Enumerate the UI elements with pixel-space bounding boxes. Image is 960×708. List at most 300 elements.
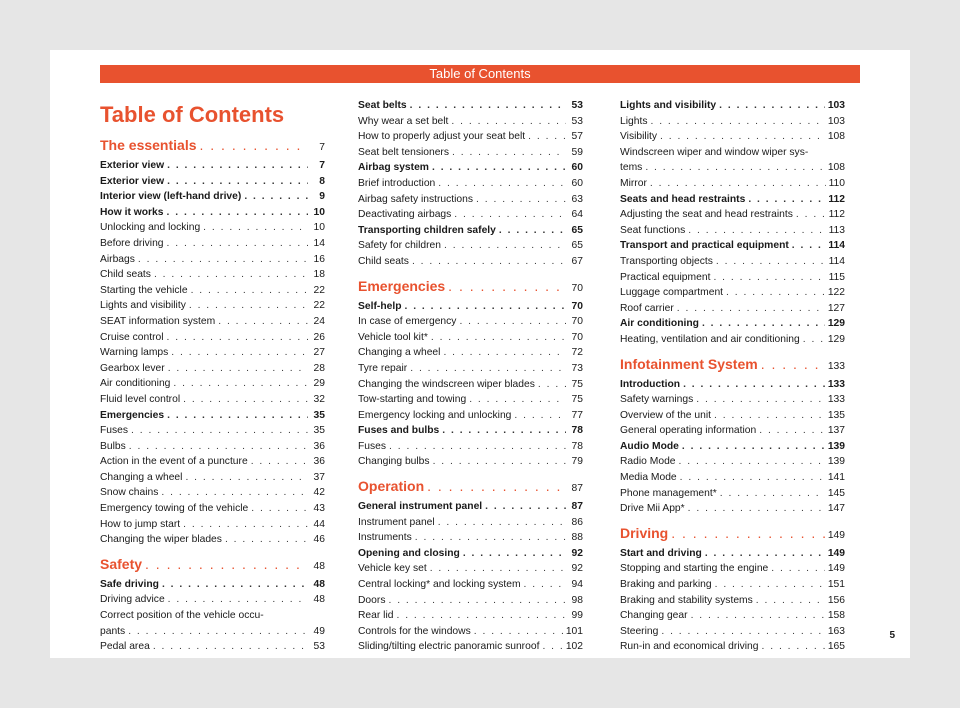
toc-page-number: 98 — [571, 594, 583, 606]
page-title: Table of Contents — [100, 102, 285, 127]
toc-section-heading[interactable] — [358, 277, 583, 298]
toc-entry[interactable] — [620, 639, 845, 655]
toc-entry[interactable] — [620, 546, 845, 562]
dot-leader — [671, 524, 825, 542]
toc-entry-label: Child seats — [100, 269, 151, 281]
dot-leader — [200, 136, 309, 154]
toc-entry-label: Driving advice — [100, 594, 165, 606]
toc-entry[interactable] — [620, 577, 845, 593]
toc-entry[interactable] — [620, 377, 845, 393]
dot-leader — [244, 189, 308, 205]
toc-entry-label: In case of emergency — [358, 316, 457, 328]
toc-page-number: 36 — [313, 440, 325, 452]
toc-entry-label: Transport and practical equipment — [620, 240, 789, 252]
toc-section-heading[interactable] — [100, 555, 325, 576]
dot-leader — [183, 517, 308, 533]
toc-entry-label: Mirror — [620, 177, 647, 189]
toc-entry-label: Instruments — [358, 532, 412, 544]
toc-entry-label: Tyre repair — [358, 362, 408, 374]
toc-section-heading[interactable] — [620, 524, 845, 545]
toc-entry[interactable] — [358, 408, 583, 424]
toc-entry-label: Transporting objects — [620, 255, 713, 267]
toc-entry-label: Airbags — [100, 253, 135, 265]
dot-leader — [454, 207, 566, 223]
toc-entry[interactable] — [358, 176, 583, 192]
dot-leader — [524, 577, 566, 593]
toc-page-number: 102 — [565, 641, 583, 653]
dot-leader — [705, 546, 825, 562]
toc-page-number: 73 — [571, 362, 583, 374]
toc-entry-label: Radio Mode — [620, 456, 676, 468]
dot-leader — [448, 277, 566, 295]
toc-page-number: 139 — [827, 440, 845, 452]
toc-entry[interactable] — [100, 283, 325, 299]
toc-entry[interactable] — [620, 160, 845, 176]
dot-leader — [792, 238, 826, 254]
dot-leader — [485, 499, 566, 515]
toc-entry[interactable] — [358, 145, 583, 161]
toc-page-number: 101 — [565, 625, 583, 637]
toc-page-number: 129 — [827, 318, 845, 330]
toc-page-number: 60 — [571, 177, 583, 189]
toc-entry[interactable] — [100, 189, 325, 205]
toc-entry-label: Seats and head restraints — [620, 193, 746, 205]
toc-entry[interactable] — [100, 501, 325, 517]
toc-page-number: 26 — [313, 331, 325, 343]
toc-entry-label: Operation — [358, 478, 425, 495]
toc-entry[interactable] — [620, 593, 845, 609]
toc-entry[interactable] — [620, 501, 845, 517]
toc-entry[interactable] — [620, 439, 845, 455]
dot-leader — [452, 145, 566, 161]
toc-page-number: 133 — [827, 360, 845, 372]
dot-leader — [650, 114, 824, 130]
toc-entry[interactable] — [620, 332, 845, 348]
toc-entry-label: Deactivating airbags — [358, 209, 452, 221]
dot-leader — [645, 160, 824, 176]
toc-entry[interactable] — [620, 192, 845, 208]
toc-entry[interactable] — [100, 423, 325, 439]
toc-entry-label: Airbag system — [358, 162, 429, 174]
toc-entry-label: Infotainment System — [620, 355, 758, 372]
toc-entry-label: Stopping and starting the engine — [620, 563, 769, 575]
toc-page-number: 18 — [313, 269, 325, 281]
toc-page-number: 44 — [313, 518, 325, 530]
dot-leader — [129, 439, 308, 455]
toc-entry[interactable] — [100, 236, 325, 252]
toc-entry[interactable] — [358, 192, 583, 208]
toc-entry-label: Fluid level control — [100, 393, 181, 405]
toc-entry[interactable] — [100, 408, 325, 424]
toc-entry[interactable] — [358, 439, 583, 455]
toc-entry-label: Roof carrier — [620, 302, 674, 314]
toc-entry-label: Vehicle tool kit* — [358, 331, 428, 343]
toc-entry[interactable] — [100, 174, 325, 190]
toc-entry-label: Safety warnings — [620, 394, 694, 406]
toc-column-1 — [100, 136, 325, 655]
toc-entry[interactable] — [358, 624, 583, 640]
toc-entry[interactable] — [100, 267, 325, 283]
toc-entry-label: Gearbox lever — [100, 362, 165, 374]
toc-entry[interactable] — [620, 408, 845, 424]
toc-entry-label: Pedal area — [100, 641, 150, 653]
dot-leader — [412, 254, 566, 270]
toc-entry[interactable] — [620, 238, 845, 254]
dot-leader — [168, 592, 308, 608]
toc-entry-label: Instrument panel — [358, 516, 435, 528]
toc-entry[interactable] — [358, 330, 583, 346]
toc-entry[interactable] — [100, 314, 325, 330]
toc-page-number: 122 — [827, 287, 845, 299]
toc-entry[interactable] — [358, 423, 583, 439]
toc-page-number: 53 — [571, 115, 583, 127]
toc-entry[interactable] — [358, 639, 583, 655]
toc-entry-label: Transporting children safely — [358, 224, 496, 236]
toc-entry-label: Why wear a set belt — [358, 115, 449, 127]
toc-entry[interactable] — [100, 517, 325, 533]
dot-leader — [677, 301, 825, 317]
toc-page-number: 92 — [571, 563, 583, 575]
dot-leader — [191, 283, 308, 299]
dot-leader — [538, 377, 566, 393]
toc-entry[interactable] — [620, 301, 845, 317]
toc-entry[interactable] — [100, 205, 325, 221]
toc-entry[interactable] — [358, 207, 583, 223]
toc-entry-label: pants — [100, 625, 126, 637]
dot-leader — [451, 114, 566, 130]
toc-page-number: 22 — [313, 300, 325, 312]
toc-page-number: 77 — [571, 409, 583, 421]
toc-entry-label: Lights — [620, 115, 648, 127]
dot-leader — [388, 593, 566, 609]
toc-page-number: 133 — [827, 378, 845, 390]
toc-entry-label: Emergencies — [358, 277, 446, 294]
toc-page-number: 9 — [319, 191, 325, 203]
toc-entry[interactable] — [358, 223, 583, 239]
toc-page-number: 147 — [827, 503, 845, 515]
toc-entry[interactable] — [620, 270, 845, 286]
dot-leader — [469, 392, 566, 408]
toc-entry-label: Heating, ventilation and air conditioning — [620, 333, 800, 345]
toc-entry-label: Braking and parking — [620, 579, 712, 591]
toc-entry[interactable] — [100, 298, 325, 314]
toc-entry-label: Emergencies — [100, 409, 165, 421]
toc-entry[interactable] — [358, 454, 583, 470]
dot-leader — [719, 98, 825, 114]
toc-entry-label: General operating information — [620, 425, 757, 437]
toc-page-number: 78 — [571, 440, 583, 452]
dot-leader — [145, 555, 308, 573]
toc-page-number: 94 — [571, 579, 583, 591]
toc-entry-label: Rear lid — [358, 610, 394, 622]
toc-entry[interactable] — [620, 486, 845, 502]
dot-leader — [748, 192, 825, 208]
toc-entry[interactable] — [620, 423, 845, 439]
toc-section-heading[interactable] — [358, 477, 583, 498]
toc-entry-label: Practical equipment — [620, 271, 711, 283]
dot-leader — [683, 377, 825, 393]
toc-page-number: 67 — [571, 255, 583, 267]
toc-entry[interactable] — [358, 546, 583, 562]
dot-leader — [161, 485, 308, 501]
toc-page-number: 59 — [571, 146, 583, 158]
dot-leader — [682, 439, 825, 455]
dot-leader — [716, 254, 826, 270]
toc-entry[interactable] — [100, 485, 325, 501]
toc-entry[interactable] — [620, 98, 845, 114]
toc-entry-label: Seat belts — [358, 100, 407, 111]
toc-entry[interactable] — [620, 470, 845, 486]
toc-entry[interactable] — [358, 377, 583, 393]
toc-entry[interactable] — [620, 176, 845, 192]
toc-page-number: 92 — [571, 547, 583, 559]
dot-leader — [514, 408, 566, 424]
toc-entry-label: Emergency towing of the vehicle — [100, 503, 249, 515]
toc-entry-label: Lights and visibility — [620, 100, 717, 111]
toc-entry[interactable] — [100, 624, 325, 640]
dot-leader — [691, 608, 825, 624]
toc-entry[interactable] — [620, 254, 845, 270]
toc-entry[interactable] — [358, 314, 583, 330]
toc-entry-label: Fuses and bulbs — [358, 425, 440, 437]
toc-entry[interactable] — [100, 454, 325, 470]
toc-page-number: 70 — [571, 316, 583, 328]
toc-entry[interactable] — [358, 392, 583, 408]
toc-entry[interactable] — [358, 515, 583, 531]
toc-entry[interactable] — [358, 577, 583, 593]
toc-page-number: 163 — [827, 625, 845, 637]
dot-leader — [463, 546, 566, 562]
toc-entry-label: Sliding/tilting electric panoramic sunroof — [358, 641, 540, 653]
toc-entry-label: Exterior view — [100, 175, 165, 187]
toc-entry-label: General instrument panel — [358, 501, 483, 513]
toc-page-number: 70 — [571, 331, 583, 343]
toc-entry[interactable] — [100, 470, 325, 486]
toc-entry[interactable] — [358, 561, 583, 577]
toc-entry[interactable] — [358, 608, 583, 624]
toc-entry-label: How it works — [100, 206, 164, 218]
toc-page-number: 14 — [313, 237, 325, 249]
dot-leader — [167, 236, 308, 252]
dot-leader — [171, 345, 308, 361]
dot-leader — [173, 376, 308, 392]
toc-entry-label: Changing a wheel — [358, 347, 441, 359]
toc-page-number: 46 — [313, 534, 325, 546]
dot-leader — [153, 639, 308, 655]
toc-entry-label: The essentials — [100, 137, 197, 153]
toc-entry-label: Start and driving — [620, 547, 702, 559]
toc-entry-label: Air conditioning — [100, 378, 171, 390]
toc-entry-label: Seat belt tensioners — [358, 146, 450, 158]
toc-page-number: 135 — [827, 409, 845, 421]
toc-page-number: 24 — [313, 315, 325, 327]
toc-entry[interactable] — [100, 376, 325, 392]
toc-entry-label: Warning lamps — [100, 347, 169, 359]
toc-entry[interactable] — [358, 345, 583, 361]
toc-entry[interactable] — [358, 361, 583, 377]
toc-page-number: 48 — [313, 578, 325, 590]
dot-leader — [499, 223, 566, 239]
toc-entry[interactable] — [100, 252, 325, 268]
toc-entry[interactable] — [358, 98, 583, 114]
toc-entry[interactable] — [358, 160, 583, 176]
dot-leader — [218, 314, 308, 330]
toc-entry[interactable] — [100, 361, 325, 377]
dot-leader — [444, 238, 566, 254]
dot-leader — [714, 408, 825, 424]
toc-page-number: 57 — [571, 131, 583, 143]
dot-leader — [715, 577, 825, 593]
dot-leader — [771, 561, 825, 577]
toc-entry-label: Tow-starting and towing — [358, 394, 467, 406]
toc-entry[interactable] — [358, 593, 583, 609]
dot-leader — [696, 392, 825, 408]
toc-entry[interactable] — [100, 639, 325, 655]
toc-entry[interactable] — [358, 238, 583, 254]
toc-entry[interactable] — [358, 499, 583, 515]
toc-entry[interactable] — [100, 439, 325, 455]
toc-entry[interactable] — [358, 254, 583, 270]
toc-entry-label: Changing the wiper blades — [100, 534, 222, 546]
dot-leader — [410, 361, 566, 377]
toc-page-number: 114 — [828, 255, 845, 267]
toc-entry-label: Cruise control — [100, 331, 164, 343]
toc-entry[interactable] — [358, 299, 583, 315]
toc-column-3 — [620, 98, 845, 655]
toc-page-number: 79 — [571, 456, 583, 468]
toc-page-number: 129 — [827, 333, 845, 345]
toc-entry-label[interactable]: Correct position of the vehicle occu- — [100, 610, 264, 622]
toc-page-number: 87 — [571, 483, 583, 495]
toc-page-number: 37 — [313, 471, 325, 483]
dot-leader — [433, 454, 566, 470]
dot-leader — [167, 174, 308, 190]
toc-entry[interactable] — [620, 624, 845, 640]
toc-entry-label: Lights and visibility — [100, 300, 186, 312]
toc-entry-label: Central locking* and locking system — [358, 579, 521, 591]
toc-entry-label: Airbag safety instructions — [358, 193, 474, 205]
toc-entry-label: Safety — [100, 555, 143, 572]
toc-entry-label: Fuses — [100, 425, 129, 437]
toc-section-heading[interactable] — [620, 355, 845, 376]
toc-page-number: 75 — [571, 378, 583, 390]
toc-page-number: 42 — [313, 487, 325, 499]
dot-leader — [167, 330, 308, 346]
toc-entry-label: Safe driving — [100, 578, 159, 590]
running-header: Table of Contents — [100, 65, 860, 83]
toc-entry-label: Opening and closing — [358, 547, 460, 559]
toc-page-number: 141 — [827, 472, 845, 484]
toc-page-number: 112 — [828, 209, 845, 221]
dot-leader — [756, 593, 825, 609]
toc-entry[interactable] — [358, 114, 583, 130]
toc-entry-label: Fuses — [358, 440, 387, 452]
toc-page-number: 149 — [827, 547, 845, 559]
toc-entry[interactable] — [620, 392, 845, 408]
toc-entry[interactable] — [620, 561, 845, 577]
toc-page-number: 65 — [571, 224, 583, 236]
toc-page-number: 28 — [313, 362, 325, 374]
toc-entry-label[interactable]: Windscreen wiper and window wiper sys- — [620, 146, 809, 158]
toc-entry-label: Self-help — [358, 300, 402, 312]
toc-entry-label: Run-in and economical driving — [620, 641, 759, 653]
dot-leader — [189, 298, 308, 314]
toc-page-number: 115 — [828, 271, 845, 283]
toc-entry-label: Audio Mode — [620, 440, 679, 452]
toc-entry-label: Changing bulbs — [358, 456, 430, 468]
toc-entry[interactable] — [100, 220, 325, 236]
dot-leader — [251, 454, 308, 470]
toc-page-number: 156 — [827, 594, 845, 606]
page-number: 5 — [889, 630, 895, 641]
toc-entry[interactable] — [100, 532, 325, 548]
dot-leader — [251, 501, 308, 517]
toc-page-number: 8 — [319, 175, 325, 187]
toc-page-number: 127 — [827, 302, 845, 314]
toc-page-number: 60 — [571, 162, 583, 174]
toc-entry-label: Snow chains — [100, 487, 159, 499]
dot-leader — [726, 285, 825, 301]
toc-entry[interactable] — [620, 454, 845, 470]
dot-leader — [138, 252, 308, 268]
dot-leader — [203, 220, 308, 236]
toc-entry[interactable] — [620, 207, 845, 223]
toc-entry-label: Air conditioning — [620, 318, 699, 330]
toc-entry[interactable] — [100, 392, 325, 408]
toc-entry-label: Exterior view — [100, 160, 165, 171]
toc-entry-label: Seat functions — [620, 224, 686, 236]
toc-entry[interactable] — [620, 114, 845, 130]
toc-column-2 — [358, 98, 583, 655]
toc-entry[interactable] — [620, 608, 845, 624]
dot-leader — [476, 192, 566, 208]
dot-leader — [796, 207, 826, 223]
dot-leader — [762, 639, 825, 655]
toc-page-number: 165 — [827, 641, 845, 653]
toc-entry[interactable] — [620, 223, 845, 239]
dot-leader — [431, 330, 566, 346]
toc-entry-label: Child seats — [358, 255, 409, 267]
toc-page-number: 99 — [571, 610, 583, 622]
toc-entry[interactable] — [100, 330, 325, 346]
dot-leader — [761, 355, 825, 373]
dot-leader — [438, 176, 566, 192]
toc-entry[interactable] — [100, 577, 325, 593]
dot-leader — [389, 439, 566, 455]
toc-entry[interactable] — [620, 316, 845, 332]
toc-entry-label: Controls for the windows — [358, 625, 471, 637]
toc-entry[interactable] — [100, 345, 325, 361]
toc-page-number: 53 — [571, 100, 583, 111]
toc-entry-label: Changing a wheel — [100, 471, 183, 483]
toc-entry[interactable] — [358, 530, 583, 546]
toc-page-number: 108 — [827, 131, 845, 143]
toc-entry-label: Emergency locking and unlocking — [358, 409, 512, 421]
toc-page-number: 48 — [313, 594, 325, 606]
toc-entry[interactable] — [620, 129, 845, 145]
toc-entry[interactable] — [358, 129, 583, 145]
dot-leader — [404, 299, 566, 315]
toc-page-number: 133 — [827, 394, 845, 406]
toc-entry-label: Overview of the unit — [620, 409, 711, 421]
toc-entry[interactable] — [620, 285, 845, 301]
toc-section-heading[interactable] — [100, 136, 325, 157]
toc-entry-label: Starting the vehicle — [100, 284, 188, 296]
toc-entry[interactable] — [100, 592, 325, 608]
toc-page-number: 63 — [571, 193, 583, 205]
toc-entry[interactable] — [100, 158, 325, 174]
dot-leader — [396, 608, 566, 624]
